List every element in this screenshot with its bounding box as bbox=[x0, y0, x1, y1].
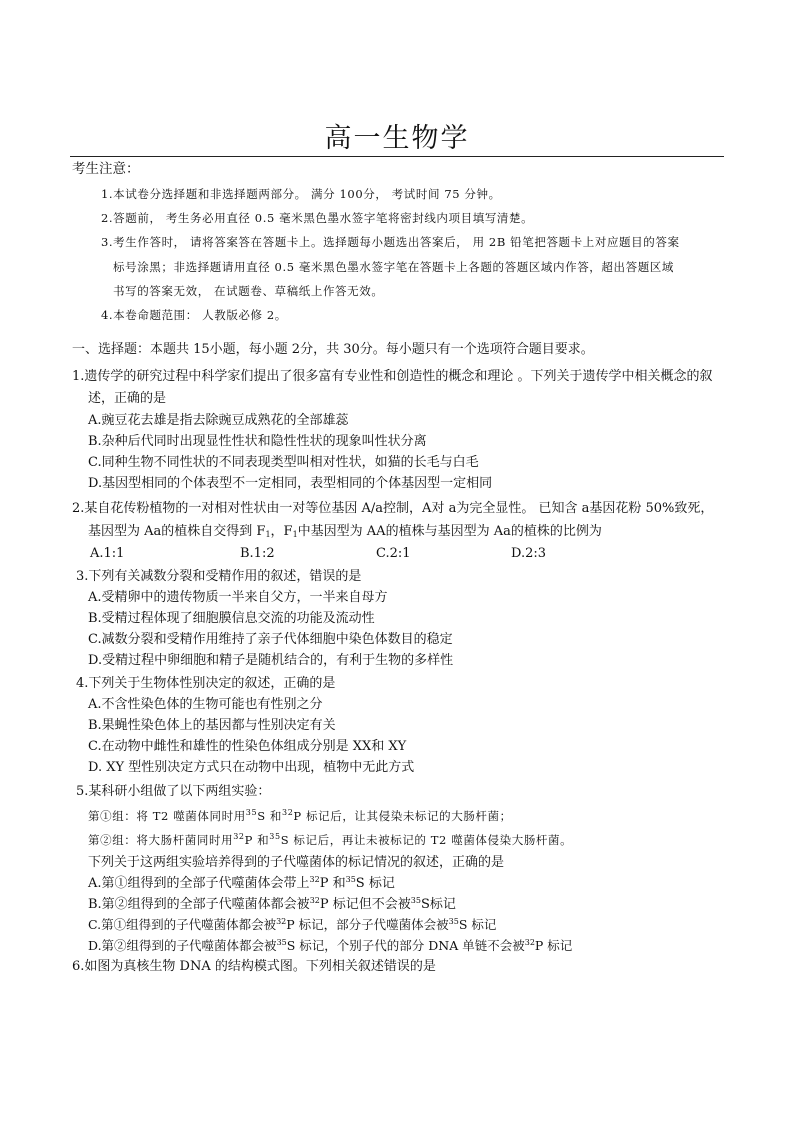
notice-item-2: 2.答题前， 考生务必用直径 0.5 毫米黑色墨水签字笔将密封线内项目填写清楚。 bbox=[101, 211, 534, 225]
notice-item-1: 1.本试卷分选择题和非选择题两部分。 满分 100分， 考试时间 75 分钟。 bbox=[101, 187, 501, 201]
q3-option-b: B.受精过程体现了细胞膜信息交流的功能及流动性 bbox=[88, 611, 375, 626]
q2-option-a: A.1:1 bbox=[90, 546, 125, 561]
q4-stem: 4.下列关于生物体性别决定的叙述，正确的是 bbox=[76, 676, 336, 691]
q2-option-c: C.2:1 bbox=[376, 546, 411, 561]
q1-option-a: A.豌豆花去雄是指去除豌豆成熟花的全部雄蕊 bbox=[88, 413, 349, 428]
q5-option-a bbox=[88, 875, 395, 893]
q3-option-c: C.减数分裂和受精作用维持了亲子代体细胞中染色体数目的稳定 bbox=[88, 632, 453, 647]
q4-option-c: C.在动物中雌性和雄性的性染色体组成分别是 XX和 XY bbox=[88, 739, 407, 754]
q5-option-a-part: A.第①组得到的全部子代噬菌体会带上 bbox=[88, 876, 310, 891]
q1-stem-cont: 述，正确的是 bbox=[88, 391, 167, 406]
q5-option-b-part: B.第②组得到的全部子代噬菌体都会被 bbox=[88, 897, 310, 912]
q6-stem: 6.如图为真核生物 DNA 的结构模式图。下列相关叙述错误的是 bbox=[72, 959, 436, 974]
title-divider bbox=[70, 156, 724, 157]
q3-stem: 3.下列有关减数分裂和受精作用的叙述，错误的是 bbox=[76, 569, 362, 584]
q5-group-2-part: S 标记后，再让未被标记的 T2 噬菌体侵染大肠杆菌。 bbox=[280, 833, 573, 847]
q5-option-a-part: P 和 bbox=[319, 876, 346, 891]
superscript: 32 bbox=[309, 896, 320, 905]
q5-option-c bbox=[88, 916, 496, 934]
q5-group-1-part: S 和 bbox=[257, 809, 283, 823]
q5-group-2-part: 第②组：将大肠杆菌同时用 bbox=[88, 833, 234, 847]
q2-stem-part: ，F bbox=[270, 524, 293, 539]
q1-option-b: B.杂种后代同时出现显性性状和隐性性状的现象叫性状分离 bbox=[88, 434, 427, 449]
superscript: 35 bbox=[410, 896, 421, 905]
superscript: 35 bbox=[448, 917, 459, 926]
q5-option-b-part: S标记 bbox=[420, 897, 456, 912]
q5-stem: 5.某科研小组做了以下两组实验： bbox=[76, 784, 271, 799]
q2-option-d: D.2:3 bbox=[511, 546, 547, 561]
q5-group-2-part: P 和 bbox=[244, 833, 270, 847]
superscript: 35 bbox=[245, 808, 258, 817]
q5-option-a-part: S 标记 bbox=[355, 876, 395, 891]
q5-option-b bbox=[88, 896, 456, 914]
q5-group-2 bbox=[88, 831, 572, 849]
q1-option-c: C.同种生物不同性状的不同表现类型叫相对性状，如猫的长毛与白毛 bbox=[88, 455, 479, 470]
q4-option-b: B.果蝇性染色体上的基因都与性别决定有关 bbox=[88, 718, 336, 733]
q5-option-b-part: P 标记但不会被 bbox=[319, 897, 411, 912]
q2-stem-part: 中基因型为 AA的植株与基因型为 Aa的植株的比例为 bbox=[297, 524, 602, 539]
q2-stem-part: 基因型为 Aa的植株自交得到 F bbox=[88, 524, 266, 539]
q2-option-b: B.1:2 bbox=[240, 546, 275, 561]
q2-stem: 2.某自花传粉植物的一对相对性状由一对等位基因 A/a控制，A对 a为完全显性。 已知含 a基因花粉 50%致死， bbox=[72, 501, 714, 516]
notice-item-3-cont-2: 书写的答案无效， 在试题卷、草稿纸上作答无效。 bbox=[113, 284, 384, 298]
q3-option-d: D.受精过程中卵细胞和精子是随机结合的，有利于生物的多样性 bbox=[88, 653, 454, 668]
q5-option-d bbox=[88, 937, 572, 955]
q5-group-1-part: 第①组：将 T2 噬菌体同时用 bbox=[88, 809, 246, 823]
q5-option-c-part: C.第①组得到的子代噬菌体都会被 bbox=[88, 917, 277, 932]
q4-option-d: D. XY 型性别决定方式只在动物中出现，植物中无此方式 bbox=[88, 760, 415, 775]
notice-item-3: 3.考生作答时， 请将答案答在答题卡上。选择题每小题选出答案后， 用 2B 铅笔把答题卡上对应题目的答案 bbox=[101, 235, 680, 249]
q5-group-1-part: P 标记后，让其侵染未标记的大肠杆菌； bbox=[293, 809, 512, 823]
q5-option-d-part: P 标记 bbox=[534, 938, 573, 953]
superscript: 32 bbox=[233, 832, 245, 841]
notice-heading: 考生注意： bbox=[72, 161, 140, 177]
q1-stem: 1.遗传学的研究过程中科学家们提出了很多富有专业性和创造性的概念和理论 。下列关于遗传学中相关概念的叙 bbox=[72, 369, 713, 384]
superscript: 32 bbox=[276, 917, 287, 926]
q1-option-d: D.基因型相同的个体表型不一定相同，表型相同的个体基因型一定相同 bbox=[88, 476, 493, 491]
q4-option-a: A.不含性染色体的生物可能也有性别之分 bbox=[88, 697, 323, 712]
superscript: 35 bbox=[345, 875, 356, 884]
q5-option-d-part: S 标记，个别子代的部分 DNA 单链不会被 bbox=[286, 938, 525, 953]
q3-option-a: A.受精卵中的遗传物质一半来自父方，一半来自母方 bbox=[88, 590, 388, 605]
superscript: 32 bbox=[282, 808, 294, 817]
page-title: 高一生物学 bbox=[324, 123, 470, 154]
notice-item-3-cont-1: 标号涂黑；非选择题请用直径 0.5 毫米黑色墨水签字笔在答题卡上各题的答题区域内作答，超出答题区域 bbox=[113, 260, 674, 274]
q2-stem-cont bbox=[88, 523, 602, 541]
subscript: 1 bbox=[265, 530, 271, 539]
q5-option-c-part: S 标记 bbox=[458, 917, 497, 932]
q5-group-1 bbox=[88, 807, 512, 825]
section-heading: 一、选择题：本题共 15小题，每小题 2分，共 30分。每小题只有一个选项符合题目要求。 bbox=[72, 342, 594, 357]
notice-item-4: 4.本卷命题范围： 人教版必修 2。 bbox=[101, 308, 287, 322]
q5-question: 下列关于这两组实验培养得到的子代噬菌体的标记情况的叙述，正确的是 bbox=[88, 855, 505, 870]
subscript: 1 bbox=[292, 530, 298, 539]
superscript: 32 bbox=[524, 938, 535, 947]
superscript: 35 bbox=[269, 832, 281, 841]
superscript: 35 bbox=[276, 938, 287, 947]
q5-option-d-part: D.第②组得到的子代噬菌体都会被 bbox=[88, 938, 277, 953]
superscript: 32 bbox=[309, 875, 320, 884]
q5-option-c-part: P 标记，部分子代噬菌体会被 bbox=[286, 917, 449, 932]
